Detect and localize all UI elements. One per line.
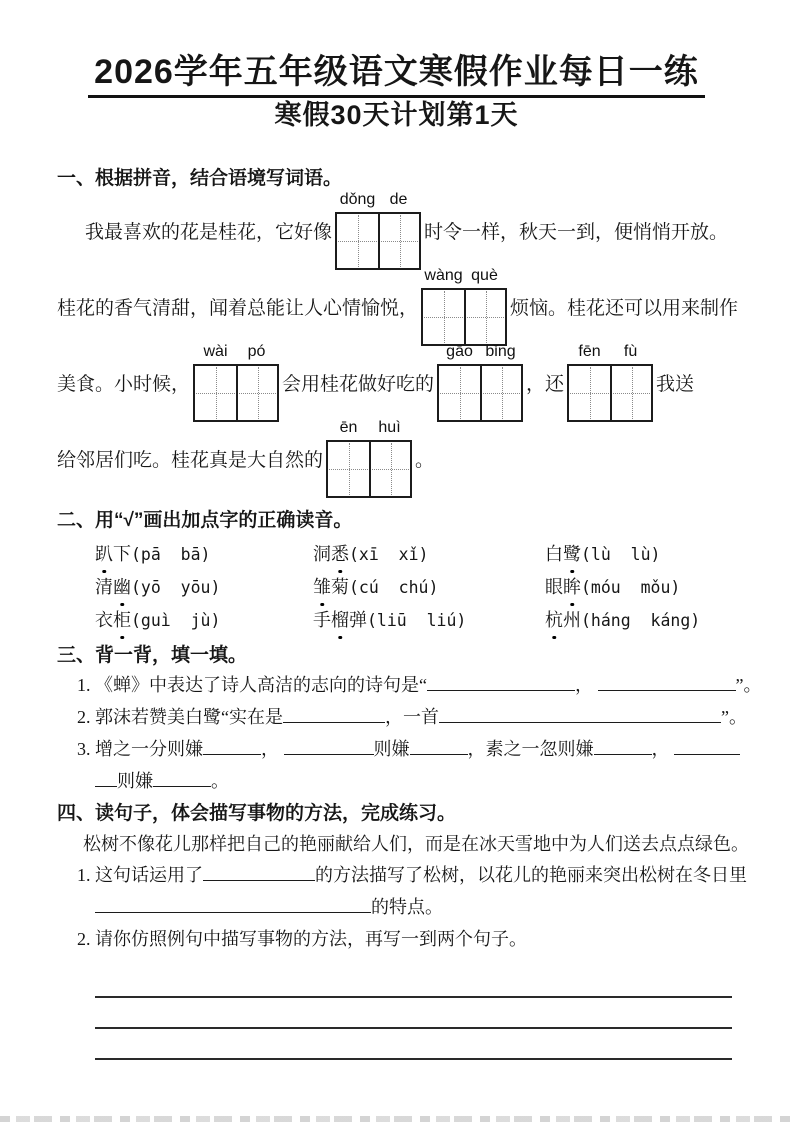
item-number: 3.	[77, 739, 91, 759]
pinyin-options: (cú chú)	[349, 578, 439, 597]
word-entry	[95, 538, 313, 571]
pinyin-options: (háng káng)	[581, 611, 701, 630]
grid-cell	[369, 442, 410, 496]
pinyin-syllable: huì	[378, 419, 401, 436]
dotted-character: 雏	[313, 571, 331, 604]
word-entry	[95, 604, 313, 637]
grid-cell	[464, 290, 505, 344]
pinyin-syllable: wàng	[424, 267, 463, 284]
free-answer-area	[57, 967, 736, 1060]
pinyin-syllable: gāo	[446, 343, 473, 360]
text-segment: 则嫌	[117, 771, 153, 791]
pinyin-options: (guì jù)	[131, 611, 221, 630]
word-entry	[313, 571, 545, 604]
answer-blank	[95, 769, 117, 787]
dotted-character: 鹭	[563, 538, 581, 571]
grid-cell	[378, 214, 419, 268]
word-entry	[545, 604, 736, 637]
text-segment: 时令一样，秋天一到，便悄悄开放。	[424, 221, 729, 243]
pinyin-options: (liū liú)	[367, 611, 467, 630]
page-subtitle: 寒假30天计划第1天	[274, 100, 519, 130]
dotted-character: 眸	[563, 571, 581, 604]
answer-blank	[674, 737, 740, 755]
text-segment: ，	[261, 739, 279, 759]
text-segment: ，还	[526, 373, 565, 395]
text-segment: 桂花的香气清甜，闻着总能让人心情愉悦，	[57, 297, 419, 319]
text-segment: ，一首	[385, 707, 439, 727]
section-1-heading: 一、根据拼音，结合语境写词语。	[57, 168, 343, 189]
pinyin-syllable: wài	[203, 343, 228, 360]
grid-cell	[236, 366, 277, 420]
word-entry	[545, 571, 736, 604]
answer-blank	[598, 673, 736, 691]
grid-cell	[569, 366, 610, 420]
grid-cell	[439, 366, 480, 420]
pinyin-syllable: bǐng	[485, 343, 516, 360]
pinyin-syllable: fù	[623, 343, 638, 360]
dotted-character: 幽	[113, 571, 131, 604]
section4-item-1-continued	[57, 891, 736, 923]
text-segment: ，	[575, 675, 593, 695]
text-segment: ，素之一忽则嫌	[467, 739, 594, 759]
word-part: 州	[563, 610, 581, 630]
word-part: 弹	[349, 610, 367, 630]
grid-cell	[195, 366, 236, 420]
pinyin-label	[195, 343, 277, 361]
answer-blank	[427, 673, 575, 691]
pinyin-label	[337, 191, 419, 209]
answer-blank	[203, 863, 315, 881]
pinyin-syllable: fēn	[578, 343, 601, 360]
item-number: 1.	[77, 865, 91, 885]
answer-blank	[439, 705, 721, 723]
dotted-character: 榴	[331, 604, 349, 637]
dotted-character: 杭	[545, 604, 563, 637]
text-segment: 我送	[656, 373, 695, 395]
text-segment: 美食。小时候，	[57, 373, 191, 395]
text-segment: 郭沫若赞美白鹭“实在是	[95, 707, 283, 727]
writing-grid-fenfu	[567, 343, 653, 422]
pinyin-syllable: ēn	[339, 419, 358, 436]
dotted-character: 柜	[113, 604, 131, 637]
word-part: 眼	[545, 577, 563, 597]
section-2-heading: 二、用“√”画出加点字的正确读音。	[57, 510, 353, 531]
text-segment: 的特点。	[371, 897, 443, 917]
answer-blank	[283, 705, 385, 723]
section3-item-2	[57, 701, 747, 733]
dotted-character: 悉	[331, 538, 349, 571]
answer-line	[95, 1029, 732, 1060]
text-segment: 的方法描写了松树，以花儿的艳丽来突出松树在冬日里	[315, 865, 747, 885]
section1-line-1	[57, 192, 736, 268]
writing-grid-wangque	[421, 267, 507, 346]
word-entry	[95, 571, 313, 604]
writing-grid-waipo	[193, 343, 279, 422]
pinyin-syllable: què	[471, 267, 498, 284]
answer-blank	[203, 737, 261, 755]
word-part: 清	[95, 577, 113, 597]
pinyin-options: (móu mǒu)	[581, 578, 681, 597]
grid-cell	[480, 366, 521, 420]
word-part: 洞	[313, 544, 331, 564]
section-4-heading: 四、读句子，体会描写事物的方法，完成练习。	[57, 803, 457, 824]
pinyin-label	[569, 343, 651, 361]
dotted-character: 趴	[95, 538, 113, 571]
answer-blank	[153, 769, 211, 787]
word-part: 手	[313, 610, 331, 630]
text-segment: ，	[651, 739, 670, 759]
section3-item-3-continued	[57, 765, 736, 797]
word-entry	[313, 538, 545, 571]
writing-grid-dongde	[335, 191, 421, 270]
section4-item-2	[57, 923, 736, 955]
pinyin-syllable: de	[389, 191, 408, 208]
page-cutoff-artifact	[0, 1116, 793, 1122]
text-segment: 《蝉》中表达了诗人高洁的志向的诗句是“	[95, 675, 427, 695]
writing-grid-gaobing	[437, 343, 523, 422]
section-3-heading: 三、背一背，填一填。	[57, 645, 248, 666]
text-segment: 增之一分则嫌	[95, 739, 203, 759]
text-segment: 会用桂花做好吃的	[282, 373, 435, 395]
word-part: 衣	[95, 610, 113, 630]
item-number: 2.	[77, 707, 91, 727]
item-number: 2.	[77, 929, 91, 949]
pinyin-options: (yō yōu)	[131, 578, 221, 597]
pinyin-label	[439, 343, 521, 361]
section1-line-2	[57, 267, 739, 344]
answer-line	[95, 967, 732, 998]
text-segment: 我最喜欢的花是桂花，它好像	[85, 221, 333, 243]
grid-cell	[610, 366, 651, 420]
text-segment: 。	[415, 449, 435, 471]
text-segment: 请你仿照例句中描写事物的方法，再写一到两个句子。	[95, 929, 527, 949]
pinyin-syllable: pó	[247, 343, 266, 360]
answer-blank	[284, 737, 374, 755]
word-part: 菊	[331, 577, 349, 597]
pinyin-options: (xī xǐ)	[349, 545, 429, 564]
pinyin-label	[328, 419, 410, 437]
answer-blank	[410, 737, 468, 755]
text-segment: 这句话运用了	[95, 865, 203, 885]
pinyin-syllable: dǒng	[339, 191, 376, 208]
pinyin-options: (lù lù)	[581, 545, 661, 564]
section1-line-4	[57, 420, 736, 496]
grid-cell	[337, 214, 378, 268]
text-segment: 。	[211, 771, 229, 791]
answer-blank	[594, 737, 652, 755]
word-part: 白	[545, 544, 563, 564]
text-segment: 则嫌	[373, 739, 410, 759]
answer-line	[95, 998, 732, 1029]
example-sentence: 松树不像花儿那样把自己的艳丽献给人们，而是在冰天雪地中为人们送去点点绿色。	[83, 834, 749, 854]
pinyin-label	[423, 267, 505, 285]
text-segment: 烦恼。桂花还可以用来制作	[510, 297, 739, 319]
pinyin-options: (pā bā)	[131, 545, 211, 564]
grid-cell	[328, 442, 369, 496]
section3-item-3	[57, 733, 736, 765]
text-segment: ”。	[735, 675, 762, 695]
text-segment: 给邻居们吃。桂花真是大自然的	[57, 449, 324, 471]
writing-grid-enhui	[326, 419, 412, 498]
text-segment: ”。	[721, 707, 747, 727]
item-number: 1.	[77, 675, 91, 695]
grid-cell	[423, 290, 464, 344]
page-title: 2026学年五年级语文寒假作业每日一练	[88, 50, 705, 98]
answer-blank	[95, 895, 371, 913]
pronunciation-grid	[57, 538, 736, 637]
section1-line-3	[57, 344, 736, 420]
word-entry	[545, 538, 736, 571]
word-entry	[313, 604, 545, 637]
word-part: 下	[113, 544, 131, 564]
section4-item-1	[57, 859, 747, 891]
section3-item-1	[57, 669, 762, 701]
